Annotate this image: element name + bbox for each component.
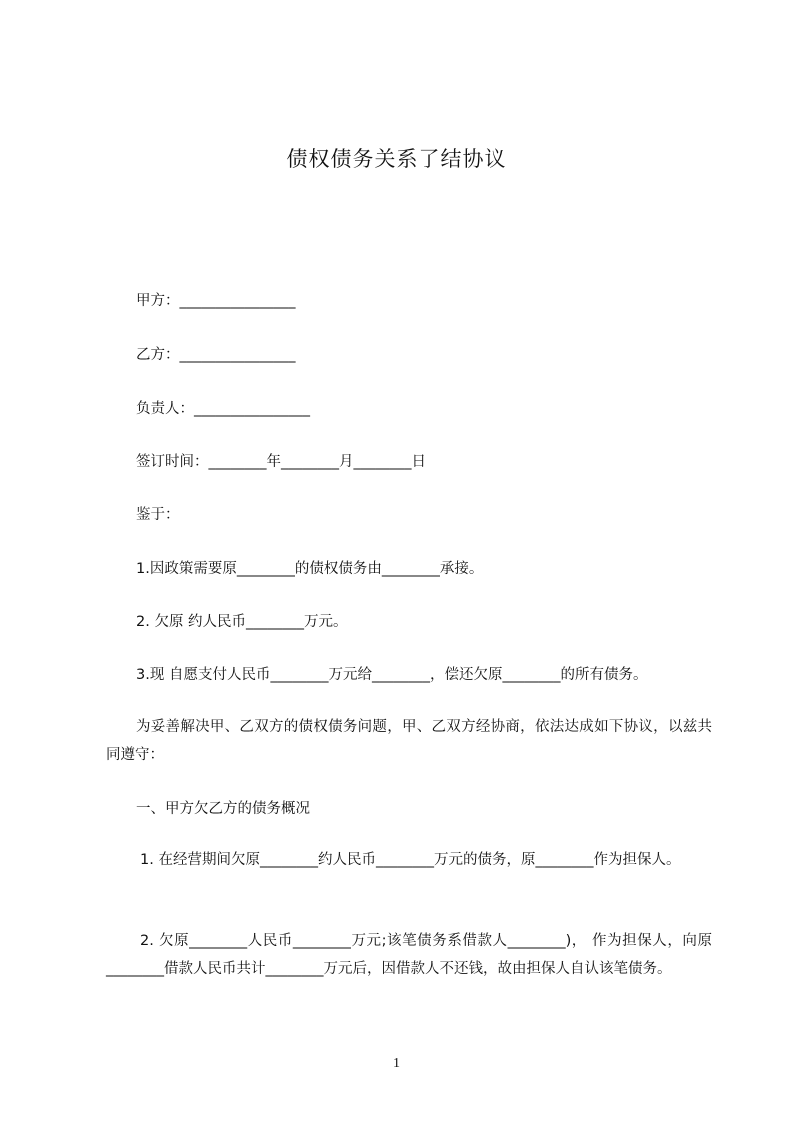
section-1-clause-1: 1. 在经营期间欠原________约人民币________万元的债务，原________作为担保人。 [140, 852, 681, 868]
party-b-line: 乙方：________________ [136, 347, 296, 363]
section-1-clause-2: 2. 欠原________人民币________万元;该笔债务系借款人________)， 作为担保人，向原________借款人民币共计________万元后，因借款人不还钱，故由担保人自认该笔债务。 [106, 933, 712, 977]
sign-date-line: 签订时间：________年________月________日 [136, 454, 426, 470]
preamble-paragraph: 为妥善解决甲、乙双方的债权债务问题，甲、乙双方经协商，依法达成如下协议，以兹共同遵守： [106, 719, 712, 763]
whereas-item-3: 3.现 自愿支付人民币________万元给________，偿还欠原________的所有债务。 [136, 667, 648, 683]
whereas-item-2: 2. 欠原 约人民币________万元。 [136, 614, 348, 630]
party-a-line: 甲方：________________ [136, 293, 296, 309]
document-title: 债权债务关系了结协议 [286, 147, 507, 171]
page-number: 1 [393, 1056, 400, 1071]
whereas-heading: 鉴于： [136, 507, 180, 523]
whereas-item-1: 1.因政策需要原________的债权债务由________承接。 [136, 561, 484, 577]
responsible-person-line: 负责人：________________ [136, 401, 310, 417]
section-1-heading: 一、甲方欠乙方的债务概况 [136, 801, 310, 817]
